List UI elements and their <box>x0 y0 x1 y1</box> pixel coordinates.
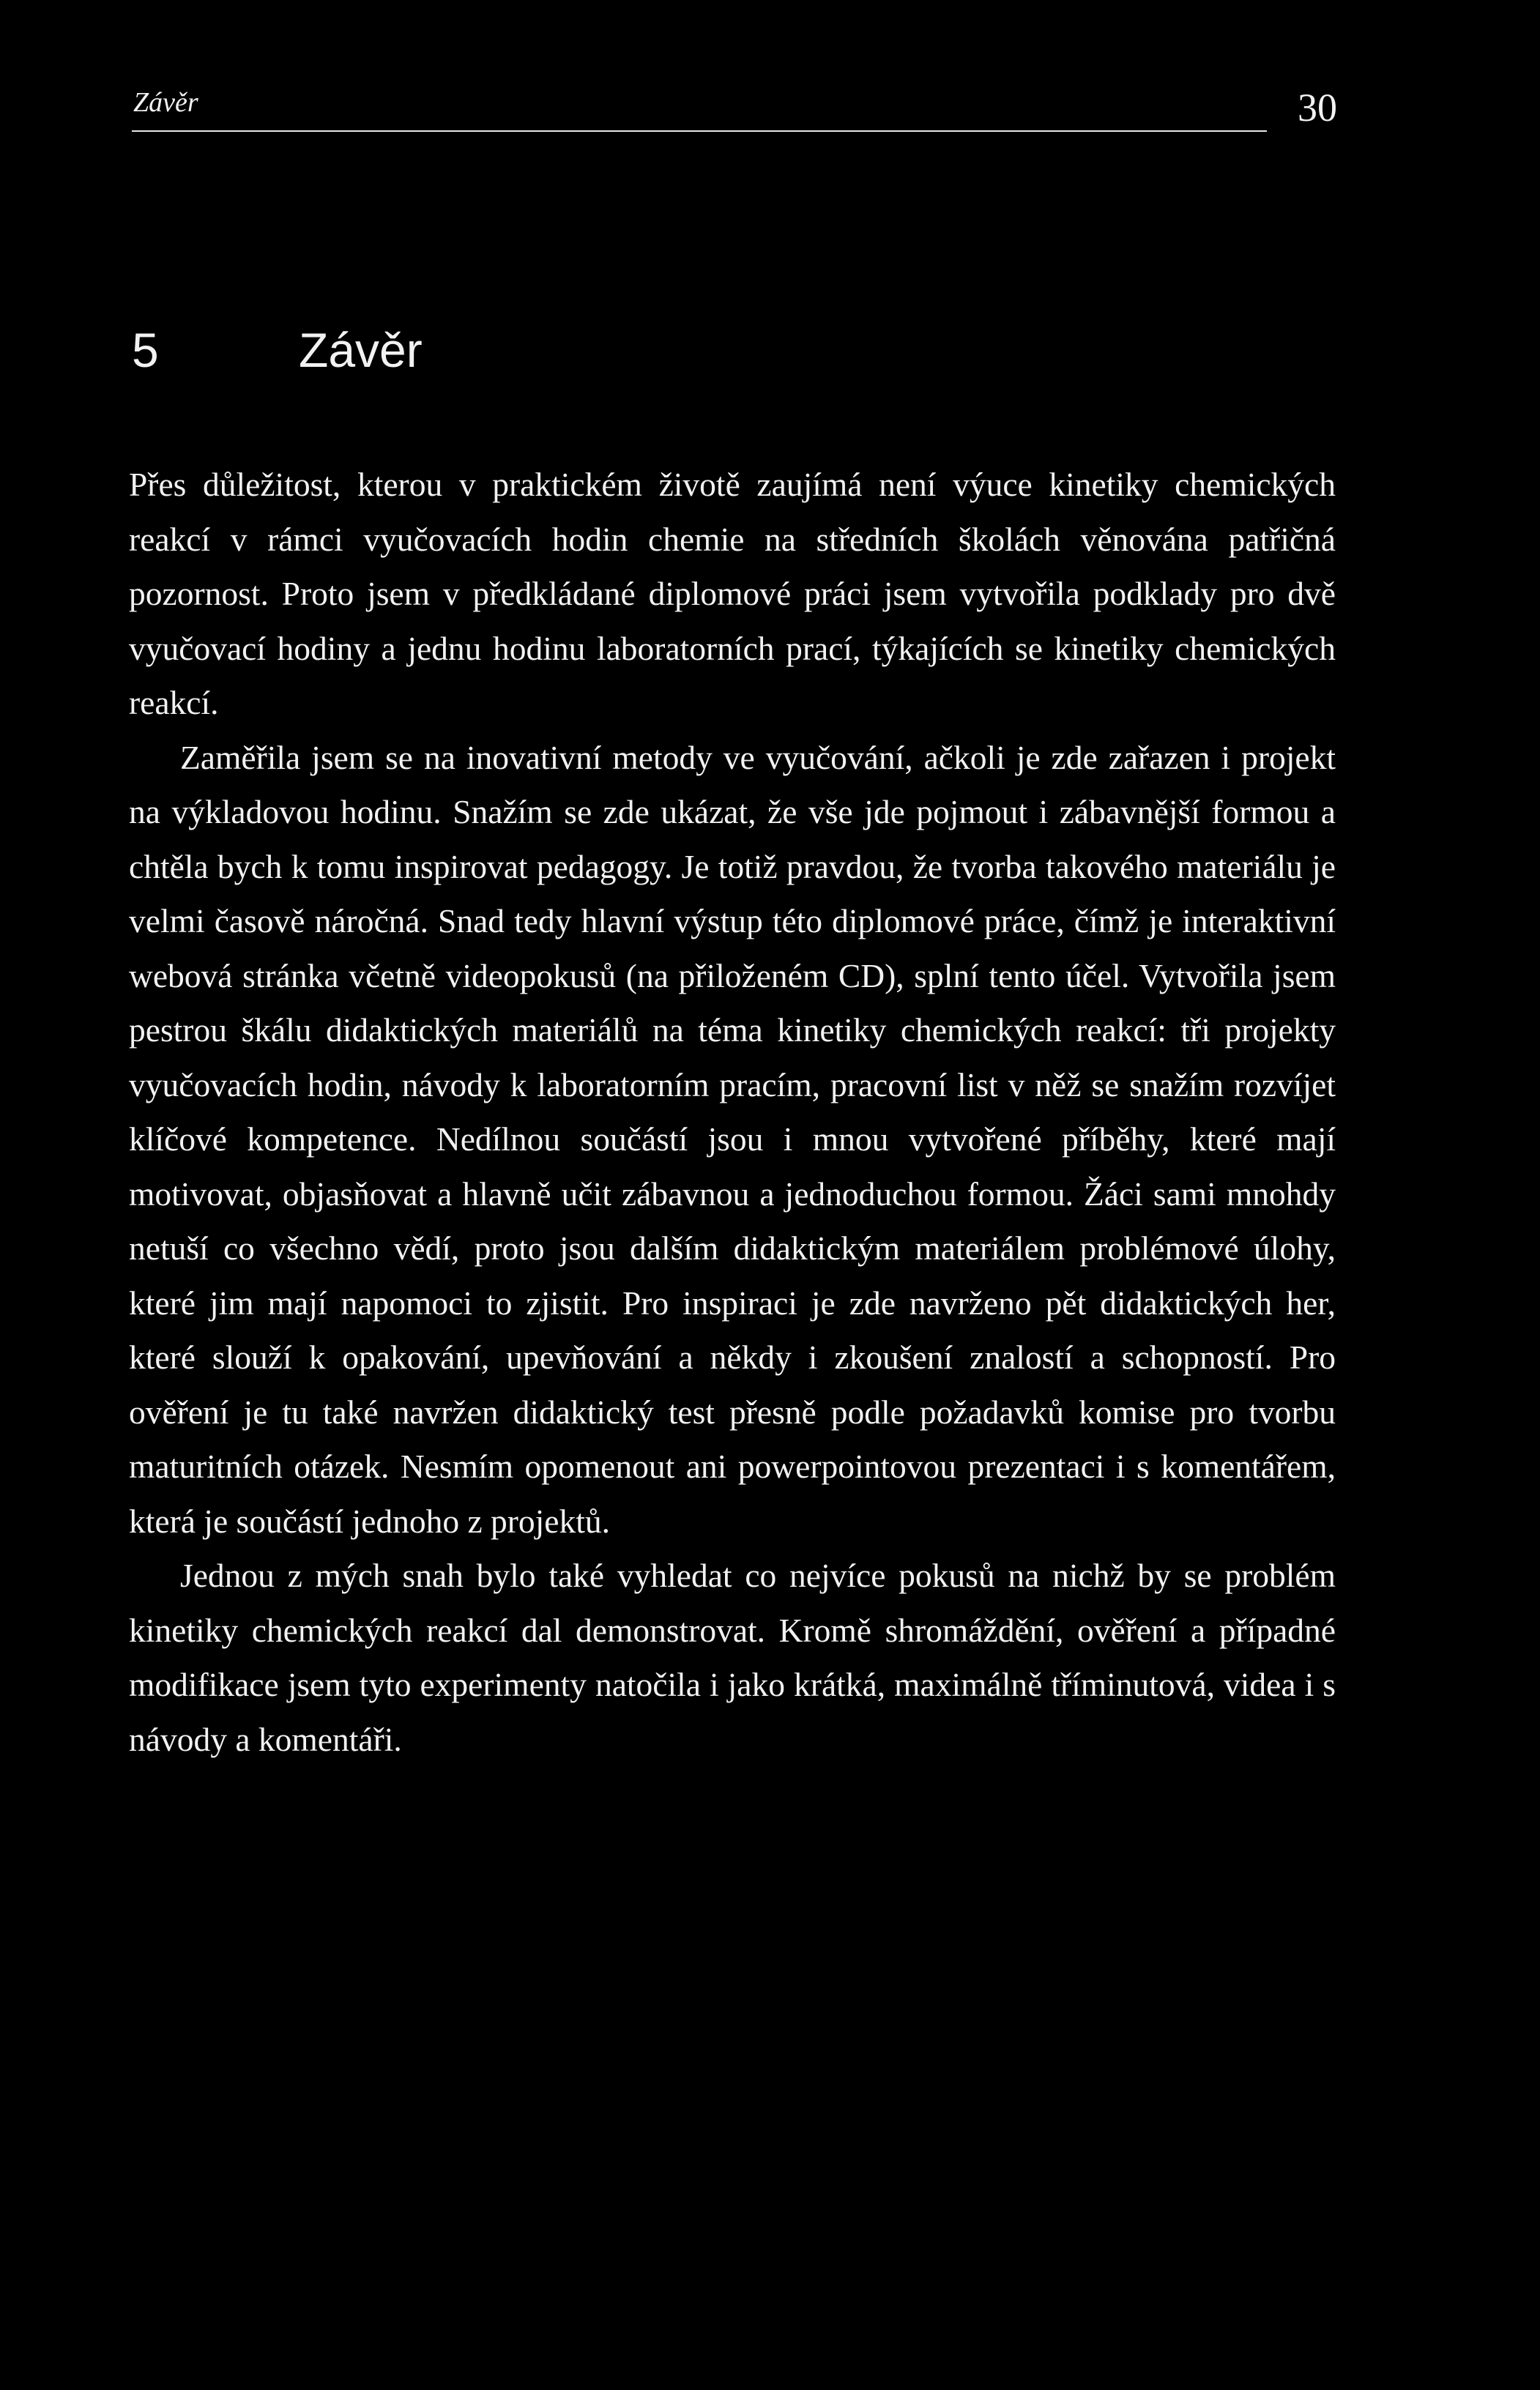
paragraph-1: Přes důležitost, kterou v praktickém životě zaujímá není výuce kinetiky chemických reakcí v rámci vyučovacích hodin chemie na středních školách věnována patřičná pozornost. Proto jsem v předkládané diplomové práci jsem vytvořila podklady pro dvě vyučovací hodiny a jednu hodinu laboratorních prací, týkajících se kinetiky chemických reakcí. <box>129 466 1336 721</box>
page-number: 30 <box>1298 86 1337 130</box>
running-header-section-title: Závěr <box>133 87 198 118</box>
paragraph-2: Zaměřila jsem se na inovativní metody ve vyučování, ačkoli je zde zařazen i projekt na výkladovou hodinu. Snažím se zde ukázat, že vše jde pojmout i zábavnější formou a chtěla bych k tomu inspirovat pedagogy. Je totiž pravdou, že tvorba takového materiálu je velmi časově náročná. Snad tedy hlavní výstup této diplomové práce, čímž je interaktivní webová stránka včetně videopokusů (na přiloženém CD), splní tento účel. Vytvořila jsem pestrou škálu didaktických materiálů na téma kinetiky chemických reakcí: tři projekty vyučovacích hodin, návody k laboratorním pracím, pracovní list v něž se snažím rozvíjet klíčové kompetence. Nedílnou součástí jsou i mnou vytvořené příběhy, které mají motivovat, objasňovat a hlavně učit zábavnou a jednoduchou formou. Žáci sami mnohdy netuší co všechno vědí, proto jsou dalším didaktickým materiálem problémové úlohy, které jim mají napomoci to zjistit. Pro inspiraci je zde navrženo pět didaktických her, které slouží k opakování, upevňování a někdy i zkoušení znalostí a schopností. Pro ověření je tu také navržen didaktický test přesně podle požadavků komise pro tvorbu maturitních otázek. Nesmím opomenout ani powerpointovou prezentaci i s komentářem, která je součástí jednoho z projektů. <box>129 738 1336 1540</box>
chapter-number: 5 <box>132 323 159 377</box>
chapter-title: Závěr <box>299 323 423 377</box>
body-text <box>129 458 1336 1767</box>
chapter-heading <box>132 322 423 378</box>
paragraph-3: Jednou z mých snah bylo také vyhledat co nejvíce pokusů na nichž by se problém kinetiky chemických reakcí dal demonstrovat. Kromě shromáždění, ověření a případné modifikace jsem tyto experimenty natočila i jako krátká, maximálně tříminutová, videa i s návody a komentáři. <box>129 1557 1336 1758</box>
running-header <box>132 86 1267 132</box>
